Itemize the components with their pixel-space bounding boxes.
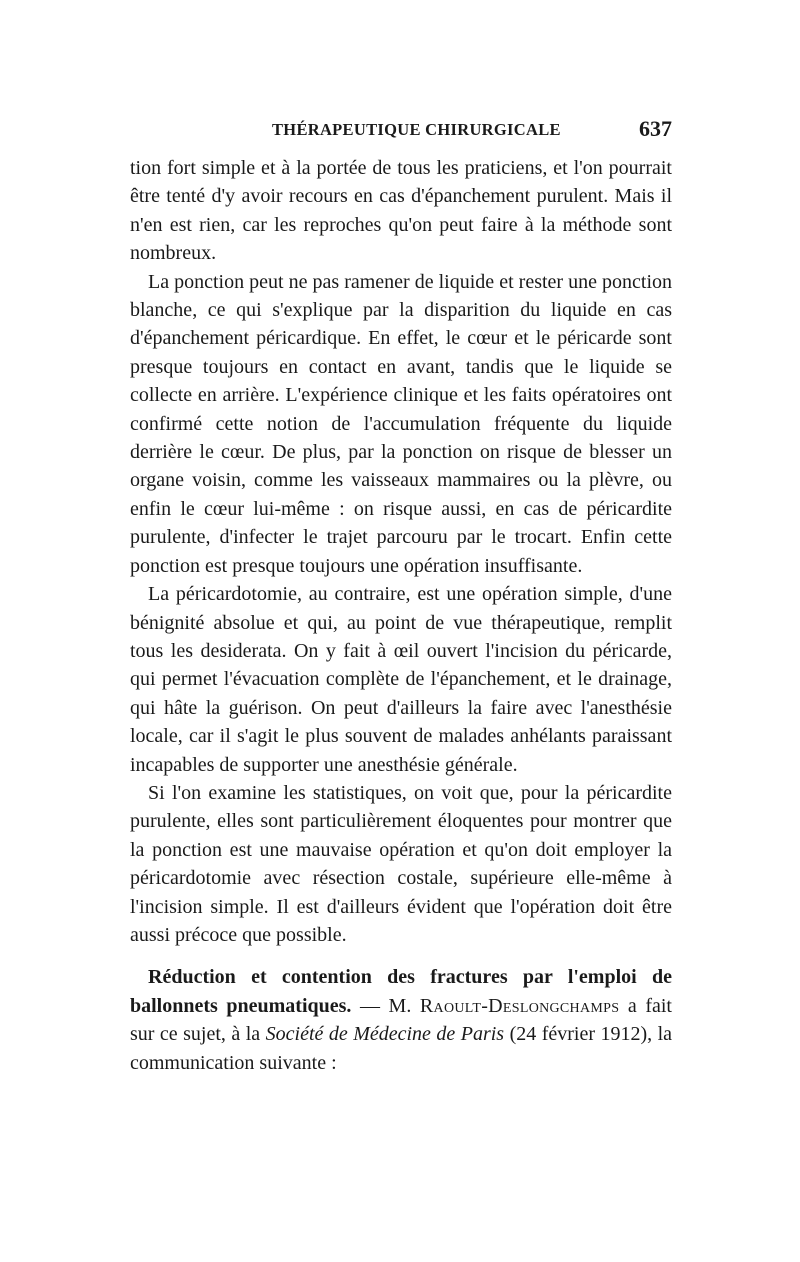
paragraph-continuation: tion fort simple et à la portée de tous les praticiens, et l'on pourrait être tenté d'y avoir recours en cas d'épanchement purulent. Mais il n'en est rien, car les reproches qu'on peut faire à la méthode sont nombreux. [130,157,672,265]
page-number: 637 [639,116,672,141]
body-text [130,154,672,1077]
section-dash: — M. [351,994,420,1017]
section-text-before-society: a fait sur ce sujet, à la [130,994,672,1046]
section-text-after-society: (24 février 1912), la communication suivante : [130,1023,673,1074]
section-title: Réduction et contention des fractures par l'emploi de ballonnets pneumatiques. [130,966,672,1017]
paragraph-ponction: La ponction peut ne pas ramener de liquide et rester une ponction blanche, ce qui s'explique par la disparition du liquide en cas d'épanchement péricardique. En effet, le cœur et le péricarde sont presque toujours en contact en avant, tandis que le liquide se collecte en arrière. L'expérience clinique et les faits opératoires ont confirmé cette notion de l'accumulation fréquente du liquide derrière le cœur. De plus, par la ponction on risque de blesser un organe voisin, comme les vaisseaux mammaires ou la plèvre, ou enfin le cœur lui-même : on risque aussi, en cas de péricardite purulente, d'infecter le trajet parcouru par le trocart. Enfin cette ponction est presque toujours une opération insuffisante. [130,270,672,577]
paragraph-statistiques: Si l'on examine les statistiques, on voit que, pour la péricardite purulente, elles sont particulièrement éloquentes pour montrer que la ponction est une mauvaise opération et qu'on doit employer la péricardotomie avec résection costale, supérieure elle-même à l'incision simple. Il est d'ailleurs évident que l'opération doit être aussi précoce que possible. [130,781,672,946]
paragraph-pericardotomie: La péricardotomie, au contraire, est une opération simple, d'une bénignité absolue et qui, au point de vue thérapeutique, remplit tous les desiderata. On y fait à œil ouvert l'incision du péricarde, qui permet l'évacuation complète de l'épanchement, et le drainage, qui hâte la guérison. On peut d'ailleurs la faire avec l'anesthésie locale, car il s'agit le plus souvent de malades anhélants paraissant incapables de supporter une anesthésie générale. [130,583,672,776]
section-paragraph-ballonnets [130,963,672,1077]
author-name: Raoult-Deslongchamps [419,994,620,1017]
running-header [130,116,672,144]
society-name: Société de Médecine de Paris [265,1023,505,1046]
running-title: THÉRAPEUTIQUE CHIRURGICALE [272,120,561,139]
